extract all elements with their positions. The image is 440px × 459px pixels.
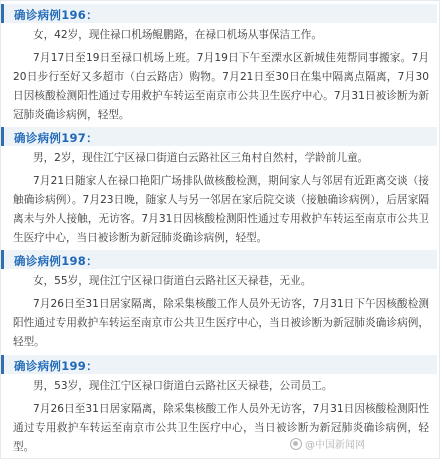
case-196-header bbox=[1, 4, 437, 23]
news-logo-icon bbox=[290, 438, 302, 450]
source-watermark bbox=[290, 436, 365, 451]
case-197-info: 男，2岁，现住江宁区禄口街道白云路社区三角村自然村，学龄前儿童。 bbox=[33, 152, 369, 164]
case-197-title: 确诊病例197： bbox=[14, 131, 98, 145]
case-196-info: 女，42岁，现住禄口机场鲲鹏路，在禄口机场从事保洁工作。 bbox=[33, 29, 322, 41]
case-198-info: 女，55岁，现住江宁区禄口街道白云路社区天禄巷，无业。 bbox=[33, 275, 312, 287]
case-198-header bbox=[1, 250, 437, 269]
case-196-detail: 7月17日至19日至禄口机场上班。7月19日下午至溧水区新城佳苑帮同事搬家。7月20日步行至好又多超市（白云路店）购物。7月21日至30日在集中隔离点隔离，7月30日因核酸检测阳性通过专用救护车转运至南京市公共卫生医疗中心。7月31日被诊断为新冠肺炎确诊病例，轻型。 bbox=[13, 52, 429, 121]
case-197-header bbox=[1, 127, 437, 146]
case-198-detail: 7月26日至31日居家隔离，除采集核酸工作人员外无访客，7月31日下午因核酸检测阳性通过专用救护车转运至南京市公共卫生医疗中心，当日被诊断为新冠肺炎确诊病例，轻型。 bbox=[13, 298, 429, 348]
case-199-header bbox=[1, 355, 437, 374]
watermark-text: @中国新闻网 bbox=[305, 440, 365, 451]
case-199-detail: 7月26日至31日居家隔离，除采集核酸工作人员外无访客，7月31日因核酸检测阳性通过专用救护车转运至南京市公共卫生医疗中心，当日被诊断为新冠肺炎确诊病例，轻型。 bbox=[13, 403, 429, 453]
case-196-title: 确诊病例196： bbox=[14, 8, 98, 22]
case-197-detail: 7月21日随家人在禄口艳阳广场排队做核酸检测，期间家人与邻居有近距离交谈（接触确诊病例）。7月23日晚，随家人与另一邻居在家后院交谈（接触确诊病例），后居家隔离未与外人接触，无访客。7月31日因核酸检测阳性通过专用救护车转运至南京市公共卫生医疗中心，当日被诊断为新冠肺炎确诊病例，轻型。 bbox=[13, 175, 429, 244]
case-199-info: 男，53岁，现住江宁区禄口街道白云路社区天禄巷，公司员工。 bbox=[33, 380, 333, 392]
case-198-title: 确诊病例198： bbox=[14, 254, 98, 268]
case-199-title: 确诊病例199： bbox=[14, 359, 98, 373]
